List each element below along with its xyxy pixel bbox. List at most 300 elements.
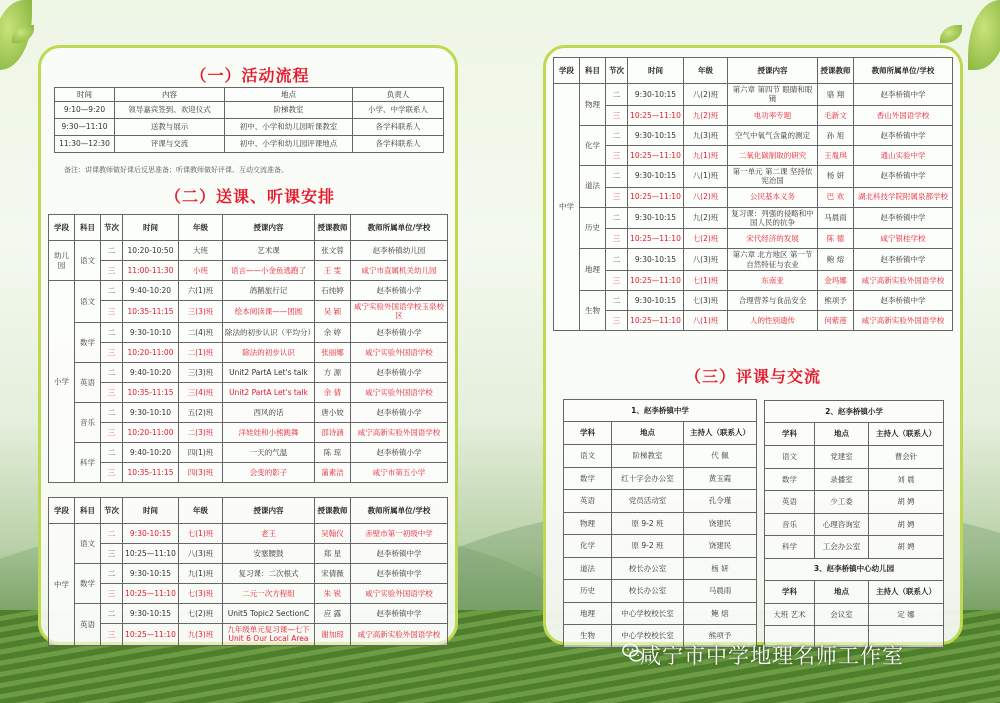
stage-cell: 幼儿园 bbox=[49, 241, 75, 281]
teacher-cell: 谢加琼 bbox=[315, 624, 351, 646]
table-row bbox=[49, 322, 448, 342]
time-cell: 10:25—11:10 bbox=[628, 229, 684, 249]
leaf-decoration bbox=[940, 25, 962, 43]
cell: 会议室 bbox=[815, 603, 869, 626]
cell: 大班 艺术 bbox=[765, 603, 815, 626]
grade-cell: 七(3)班 bbox=[684, 291, 728, 311]
period-cell: 三 bbox=[101, 382, 123, 402]
table-row bbox=[564, 580, 757, 603]
period-cell: 三 bbox=[101, 301, 123, 323]
cell: 音乐 bbox=[765, 513, 815, 536]
stage-cell: 小学 bbox=[49, 281, 75, 483]
teacher-cell: 应 露 bbox=[315, 604, 351, 624]
table-row bbox=[554, 145, 953, 165]
time-cell: 11:00-11:30 bbox=[123, 261, 179, 281]
time-cell: 9:30-10:15 bbox=[628, 249, 684, 271]
cell: 红十字会办公室 bbox=[612, 467, 684, 490]
period-cell: 二 bbox=[606, 125, 628, 145]
teacher-cell: 石纯婷 bbox=[315, 281, 351, 301]
header-cell: 年级 bbox=[179, 498, 223, 524]
school-cell: 咸宁高新实验外国语学校 bbox=[854, 271, 953, 291]
content-cell: 除法的初步认识（平均分） bbox=[223, 322, 315, 342]
content-cell: 西风的话 bbox=[223, 402, 315, 422]
cell: 地理 bbox=[564, 602, 612, 625]
subject-cell: 英语 bbox=[75, 604, 101, 646]
header-cell: 授课内容 bbox=[223, 215, 315, 241]
teacher-cell: 王胤琪 bbox=[818, 145, 854, 165]
content-cell: 安塞腰鼓 bbox=[223, 544, 315, 564]
header-cell: 节次 bbox=[606, 58, 628, 84]
table-row bbox=[554, 165, 953, 187]
header-cell: 时间 bbox=[123, 498, 179, 524]
content-cell: 鸽鹅旅行记 bbox=[223, 281, 315, 301]
table-row bbox=[564, 535, 757, 558]
school-cell: 赵李桥镇中学 bbox=[854, 125, 953, 145]
period-cell: 三 bbox=[606, 145, 628, 165]
grade-cell: 六(1)班 bbox=[179, 281, 223, 301]
teacher-cell: 方 源 bbox=[315, 362, 351, 382]
header-cell: 授课教师 bbox=[315, 215, 351, 241]
cell: 英语 bbox=[564, 490, 612, 513]
header-cell: 地点 bbox=[815, 580, 869, 603]
school-cell: 香山外国语学校 bbox=[854, 105, 953, 125]
content-cell: 艺术课 bbox=[223, 241, 315, 261]
leaf-decoration bbox=[968, 0, 1000, 70]
period-cell: 二 bbox=[101, 281, 123, 301]
header-cell: 科目 bbox=[580, 58, 606, 84]
cell: 马晨雨 bbox=[684, 580, 757, 603]
cell: 中心学校校长室 bbox=[612, 625, 684, 648]
teacher-cell: 余 倩 bbox=[315, 382, 351, 402]
school-cell: 咸宁实验外国语学校 bbox=[351, 382, 448, 402]
cell: 送教与展示 bbox=[115, 119, 225, 136]
content-cell: 第一单元 第二课 坚持依宪治国 bbox=[728, 165, 818, 187]
subject-cell: 英语 bbox=[75, 362, 101, 402]
period-cell: 三 bbox=[101, 584, 123, 604]
period-cell: 二 bbox=[606, 165, 628, 187]
time-cell: 10:35-11:15 bbox=[123, 301, 179, 323]
content-cell: 除法的初步认识 bbox=[223, 342, 315, 362]
header-cell: 负责人 bbox=[353, 88, 444, 102]
cell: 各学科联系人 bbox=[353, 119, 444, 136]
table-row bbox=[49, 422, 448, 442]
content-cell: Unit2 PartA Let's talk bbox=[223, 362, 315, 382]
table-row bbox=[554, 105, 953, 125]
subject-cell: 化学 bbox=[580, 125, 606, 165]
review-table-middle-school bbox=[563, 399, 757, 648]
header-cell: 主持人（联系人） bbox=[869, 423, 944, 446]
cell: 11:30—12:30 bbox=[55, 136, 115, 153]
time-cell: 10:25—11:10 bbox=[123, 584, 179, 604]
grade-cell: 八(3)班 bbox=[684, 249, 728, 271]
table-row bbox=[554, 291, 953, 311]
time-cell: 9:30-10:10 bbox=[123, 322, 179, 342]
header-cell: 时间 bbox=[123, 215, 179, 241]
grade-cell: 九(1)班 bbox=[179, 564, 223, 584]
review-table-title: 3、赵李桥镇中心幼儿园 bbox=[765, 558, 944, 580]
grade-cell: 五(2)班 bbox=[179, 402, 223, 422]
period-cell: 三 bbox=[606, 187, 628, 207]
header-cell: 学科 bbox=[765, 580, 815, 603]
period-cell: 三 bbox=[606, 105, 628, 125]
header-cell: 授课教师 bbox=[818, 58, 854, 84]
school-cell: 咸宁实验外国语学校 bbox=[351, 342, 448, 362]
period-cell: 三 bbox=[606, 311, 628, 331]
teacher-cell: 唐小姣 bbox=[315, 402, 351, 422]
table-row bbox=[49, 382, 448, 402]
table-row bbox=[49, 624, 448, 646]
content-cell: 人的性别遗传 bbox=[728, 311, 818, 331]
lesson-schedule-table-middle-left bbox=[48, 497, 448, 646]
cell: 原 9-2 班 bbox=[612, 535, 684, 558]
period-cell: 二 bbox=[101, 564, 123, 584]
teacher-cell: 余 婷 bbox=[315, 322, 351, 342]
header-cell: 授课教师 bbox=[315, 498, 351, 524]
time-cell: 9:30-10:15 bbox=[123, 524, 179, 544]
cell: 生物 bbox=[564, 625, 612, 648]
header-cell: 地点 bbox=[815, 423, 869, 446]
table-row bbox=[49, 544, 448, 564]
school-cell: 赵李桥镇中学 bbox=[351, 564, 448, 584]
content-cell: 东南亚 bbox=[728, 271, 818, 291]
header-cell: 科目 bbox=[75, 215, 101, 241]
header-cell: 授课内容 bbox=[728, 58, 818, 84]
cell: 校长办公室 bbox=[612, 557, 684, 580]
grade-cell: 九(1)班 bbox=[684, 145, 728, 165]
period-cell: 二 bbox=[606, 291, 628, 311]
table-row bbox=[49, 342, 448, 362]
grade-cell: 三(3)班 bbox=[179, 301, 223, 323]
grade-cell: 八(3)班 bbox=[179, 544, 223, 564]
header-cell: 主持人（联系人） bbox=[869, 580, 944, 603]
school-cell: 赵李桥镇小学 bbox=[351, 402, 448, 422]
table-row bbox=[49, 362, 448, 382]
table-row bbox=[49, 604, 448, 624]
cell: 初中、小学和幼儿园听课教室 bbox=[225, 119, 353, 136]
section2-title: （二）送课、听课安排 bbox=[164, 187, 335, 206]
table-row bbox=[49, 584, 448, 604]
table-row bbox=[49, 462, 448, 482]
table-row bbox=[49, 281, 448, 301]
time-cell: 10:35-11:15 bbox=[123, 462, 179, 482]
header-cell: 学段 bbox=[49, 498, 75, 524]
period-cell: 二 bbox=[101, 362, 123, 382]
cell: 评课与交流 bbox=[115, 136, 225, 153]
period-cell: 三 bbox=[101, 422, 123, 442]
cell: 党员活动室 bbox=[612, 490, 684, 513]
table-row bbox=[49, 241, 448, 261]
content-cell: Unit2 PartA Let's talk bbox=[223, 382, 315, 402]
content-cell: 九年级单元复习课—七下 Unit 6 Our Local Area bbox=[223, 624, 315, 646]
cell: 党建室 bbox=[815, 446, 869, 469]
review-table-title: 2、赵李桥镇小学 bbox=[765, 401, 944, 423]
cell: 胡 娉 bbox=[869, 491, 944, 514]
cell: 9:30—11:10 bbox=[55, 119, 115, 136]
content-cell: 合理营养与食品安全 bbox=[728, 291, 818, 311]
teacher-cell: 吴翰仪 bbox=[315, 524, 351, 544]
cell: 刘 晨 bbox=[869, 468, 944, 491]
table-row bbox=[564, 445, 757, 468]
school-cell: 赵李桥镇中学 bbox=[854, 291, 953, 311]
header-cell: 主持人（联系人） bbox=[684, 422, 757, 445]
teacher-cell: 张丽娜 bbox=[315, 342, 351, 362]
table-row bbox=[49, 524, 448, 544]
school-cell: 咸宁高新实验外国语学校 bbox=[351, 624, 448, 646]
table-row bbox=[765, 468, 944, 491]
period-cell: 二 bbox=[606, 84, 628, 106]
cell: 初中、小学和幼儿园评课地点 bbox=[225, 136, 353, 153]
table-row bbox=[49, 564, 448, 584]
cell: 各学科联系人 bbox=[353, 136, 444, 153]
time-cell: 9:40-10:20 bbox=[123, 281, 179, 301]
period-cell: 三 bbox=[606, 271, 628, 291]
period-cell: 二 bbox=[101, 241, 123, 261]
table-row bbox=[765, 536, 944, 559]
time-cell: 9:40-10:20 bbox=[123, 362, 179, 382]
table-row bbox=[554, 271, 953, 291]
cell: 胡 娉 bbox=[869, 513, 944, 536]
header-cell: 时间 bbox=[628, 58, 684, 84]
time-cell: 9:40-10:20 bbox=[123, 442, 179, 462]
period-cell: 二 bbox=[606, 249, 628, 271]
period-cell: 三 bbox=[101, 342, 123, 362]
school-cell: 赵李桥镇中学 bbox=[351, 544, 448, 564]
period-cell: 二 bbox=[101, 524, 123, 544]
section3-title: （三）评课与交流 bbox=[684, 367, 821, 386]
cell: 黄玉霞 bbox=[684, 467, 757, 490]
cell: 熊项予 bbox=[684, 625, 757, 648]
teacher-cell: 巴 欢 bbox=[818, 187, 854, 207]
cell: 语文 bbox=[765, 446, 815, 469]
period-cell: 二 bbox=[101, 442, 123, 462]
header-cell: 学科 bbox=[564, 422, 612, 445]
grade-cell: 四(3)班 bbox=[179, 462, 223, 482]
school-cell: 咸宁市第五小学 bbox=[351, 462, 448, 482]
teacher-cell: 邵诗涵 bbox=[315, 422, 351, 442]
grade-cell: 七(1)班 bbox=[179, 524, 223, 544]
time-cell: 10:25—11:10 bbox=[628, 105, 684, 125]
header-cell: 年级 bbox=[179, 215, 223, 241]
stage-cell: 中学 bbox=[49, 524, 75, 646]
header-cell: 节次 bbox=[101, 215, 123, 241]
review-table-primary-school bbox=[764, 400, 944, 648]
school-cell: 赵李桥镇中学 bbox=[854, 84, 953, 106]
grade-cell: 大班 bbox=[179, 241, 223, 261]
period-cell: 二 bbox=[101, 322, 123, 342]
section1-title: （一）活动流程 bbox=[190, 66, 310, 85]
school-cell: 赵李桥镇小学 bbox=[351, 281, 448, 301]
time-cell: 10:25—11:10 bbox=[628, 271, 684, 291]
header-cell: 学段 bbox=[49, 215, 75, 241]
cell: 鲍 熔 bbox=[684, 602, 757, 625]
subject-cell: 语文 bbox=[75, 524, 101, 564]
subject-cell: 语文 bbox=[75, 281, 101, 323]
subject-cell: 科学 bbox=[75, 442, 101, 482]
grade-cell: 九(2)班 bbox=[684, 105, 728, 125]
subject-cell: 音乐 bbox=[75, 402, 101, 442]
table-row bbox=[554, 229, 953, 249]
grade-cell: 七(3)班 bbox=[179, 584, 223, 604]
header-cell: 内容 bbox=[115, 88, 225, 102]
lesson-schedule-table-middle-right bbox=[553, 57, 953, 331]
grade-cell: 四(1)班 bbox=[179, 442, 223, 462]
period-cell: 三 bbox=[101, 462, 123, 482]
stage-cell: 中学 bbox=[554, 84, 580, 331]
table-row bbox=[554, 207, 953, 229]
time-cell: 10:20-11:00 bbox=[123, 342, 179, 362]
teacher-cell: 宋倩薇 bbox=[315, 564, 351, 584]
table-row bbox=[564, 490, 757, 513]
table-row bbox=[765, 491, 944, 514]
teacher-cell: 何紫莲 bbox=[818, 311, 854, 331]
grade-cell: 八(1)班 bbox=[684, 311, 728, 331]
period-cell: 三 bbox=[101, 261, 123, 281]
cell: 定 娜 bbox=[869, 603, 944, 626]
content-cell: 宋代经济的发展 bbox=[728, 229, 818, 249]
time-cell: 9:30-10:15 bbox=[628, 207, 684, 229]
table-row bbox=[765, 513, 944, 536]
grade-cell: 三(3)班 bbox=[179, 362, 223, 382]
subject-cell: 数学 bbox=[75, 322, 101, 362]
teacher-cell: 鲍 熔 bbox=[818, 249, 854, 271]
time-cell: 10:20-10:50 bbox=[123, 241, 179, 261]
time-cell: 9:30-10:15 bbox=[628, 125, 684, 145]
subject-cell: 地理 bbox=[580, 249, 606, 291]
time-cell: 10:25—11:10 bbox=[123, 624, 179, 646]
content-cell: 洋娃娃和小熊跳舞 bbox=[223, 422, 315, 442]
subject-cell: 道法 bbox=[580, 165, 606, 207]
school-cell: 赵李桥镇中学 bbox=[854, 165, 953, 187]
review-table-title: 1、赵李桥镇中学 bbox=[564, 400, 757, 422]
table-row bbox=[49, 261, 448, 281]
teacher-cell: 陈 琼 bbox=[315, 442, 351, 462]
school-cell: 咸宁高新实验外国语学校 bbox=[351, 422, 448, 442]
lesson-schedule-table-primary bbox=[48, 214, 448, 483]
grade-cell: 八(1)班 bbox=[684, 165, 728, 187]
school-cell: 赵李桥镇中学 bbox=[351, 604, 448, 624]
school-cell: 赵李桥镇幼儿园 bbox=[351, 241, 448, 261]
teacher-cell: 金玛娜 bbox=[818, 271, 854, 291]
school-cell: 咸宁实验外国语学校 bbox=[351, 584, 448, 604]
school-cell: 咸宁银桂学校 bbox=[854, 229, 953, 249]
subject-cell: 语文 bbox=[75, 241, 101, 281]
header-cell: 地点 bbox=[225, 88, 353, 102]
content-cell: 老王 bbox=[223, 524, 315, 544]
grade-cell: 八(2)班 bbox=[684, 187, 728, 207]
cell: 小学、中学联系人 bbox=[353, 102, 444, 119]
subject-cell: 数学 bbox=[75, 564, 101, 604]
content-cell: 第六章 北方地区 第一节 自然特征与农业 bbox=[728, 249, 818, 271]
time-cell: 10:25—11:10 bbox=[628, 311, 684, 331]
grade-cell: 七(1)班 bbox=[684, 271, 728, 291]
time-cell: 9:30-10:15 bbox=[123, 604, 179, 624]
cell: 代 佩 bbox=[684, 445, 757, 468]
grade-cell: 九(3)班 bbox=[179, 624, 223, 646]
header-cell: 科目 bbox=[75, 498, 101, 524]
content-cell: Unit5 Topic2 SectionC bbox=[223, 604, 315, 624]
cell: 曹会针 bbox=[869, 446, 944, 469]
cell: 校长办公室 bbox=[612, 580, 684, 603]
grade-cell: 小班 bbox=[179, 261, 223, 281]
content-cell: 空气中氧气含量的测定 bbox=[728, 125, 818, 145]
school-cell: 咸宁实验外国语学校玉泉校区 bbox=[351, 301, 448, 323]
header-cell: 年级 bbox=[684, 58, 728, 84]
cell: 饶建民 bbox=[684, 535, 757, 558]
teacher-cell: 毛新文 bbox=[818, 105, 854, 125]
teacher-cell: 张文蓉 bbox=[315, 241, 351, 261]
grade-cell: 二(3)班 bbox=[179, 422, 223, 442]
subject-cell: 生物 bbox=[580, 291, 606, 331]
content-cell: 电功率专题 bbox=[728, 105, 818, 125]
school-cell: 赵李桥镇小学 bbox=[351, 362, 448, 382]
teacher-cell: 郑 星 bbox=[315, 544, 351, 564]
school-cell: 通山实验中学 bbox=[854, 145, 953, 165]
table-row bbox=[554, 125, 953, 145]
header-cell: 教师所属单位/学校 bbox=[351, 498, 448, 524]
cell: 9:10—9:20 bbox=[55, 102, 115, 119]
cell: 工会办公室 bbox=[815, 536, 869, 559]
cell: 化学 bbox=[564, 535, 612, 558]
content-cell: 语言——小金鱼逃跑了 bbox=[223, 261, 315, 281]
table-row bbox=[49, 442, 448, 462]
time-cell: 9:30-10:15 bbox=[628, 165, 684, 187]
period-cell: 二 bbox=[606, 207, 628, 229]
time-cell: 10:35-11:15 bbox=[123, 382, 179, 402]
header-cell: 学科 bbox=[765, 423, 815, 446]
cell: 历史 bbox=[564, 580, 612, 603]
school-cell: 赵李桥镇中学 bbox=[854, 249, 953, 271]
teacher-cell: 马晨雨 bbox=[818, 207, 854, 229]
cell: 道法 bbox=[564, 557, 612, 580]
content-cell: 复习课：二次根式 bbox=[223, 564, 315, 584]
teacher-cell: 蒲素洁 bbox=[315, 462, 351, 482]
teacher-cell: 朱 锐 bbox=[315, 584, 351, 604]
cell: 物理 bbox=[564, 512, 612, 535]
subject-cell: 物理 bbox=[580, 84, 606, 126]
teacher-cell: 孙 旭 bbox=[818, 125, 854, 145]
cell: 录播室 bbox=[815, 468, 869, 491]
cell: 胡 娉 bbox=[869, 536, 944, 559]
content-cell: 二元一次方程组 bbox=[223, 584, 315, 604]
header-cell: 教师所属单位/学校 bbox=[351, 215, 448, 241]
table-row bbox=[765, 603, 944, 626]
content-cell: 一天的气温 bbox=[223, 442, 315, 462]
time-cell: 9:30-10:15 bbox=[628, 291, 684, 311]
table-row bbox=[554, 84, 953, 106]
grade-cell: 七(2)班 bbox=[684, 229, 728, 249]
header-cell: 授课内容 bbox=[223, 498, 315, 524]
cell: 中心学校校长室 bbox=[612, 602, 684, 625]
grade-cell: 三(4)班 bbox=[179, 382, 223, 402]
teacher-cell: 熊项予 bbox=[818, 291, 854, 311]
time-cell: 9:30-10:10 bbox=[123, 402, 179, 422]
header-cell: 教师所属单位/学校 bbox=[854, 58, 953, 84]
grade-cell: 七(2)班 bbox=[179, 604, 223, 624]
table-row bbox=[564, 602, 757, 625]
content-cell: 绘本阅读课——团圆 bbox=[223, 301, 315, 323]
activity-note: 备注：讲课教师做好课后反思准备；听课教师做好评课、互动交流准备。 bbox=[64, 166, 288, 174]
time-cell: 9:30-10:15 bbox=[628, 84, 684, 106]
activity-schedule-table bbox=[54, 87, 444, 153]
content-cell: 会变的影子 bbox=[223, 462, 315, 482]
grade-cell: 二(1)班 bbox=[179, 342, 223, 362]
table-row bbox=[564, 467, 757, 490]
cell: 饶建民 bbox=[684, 512, 757, 535]
header-cell: 地点 bbox=[612, 422, 684, 445]
grade-cell: 九(2)班 bbox=[684, 207, 728, 229]
time-cell: 10:25—11:10 bbox=[123, 544, 179, 564]
header-cell: 时间 bbox=[55, 88, 115, 102]
